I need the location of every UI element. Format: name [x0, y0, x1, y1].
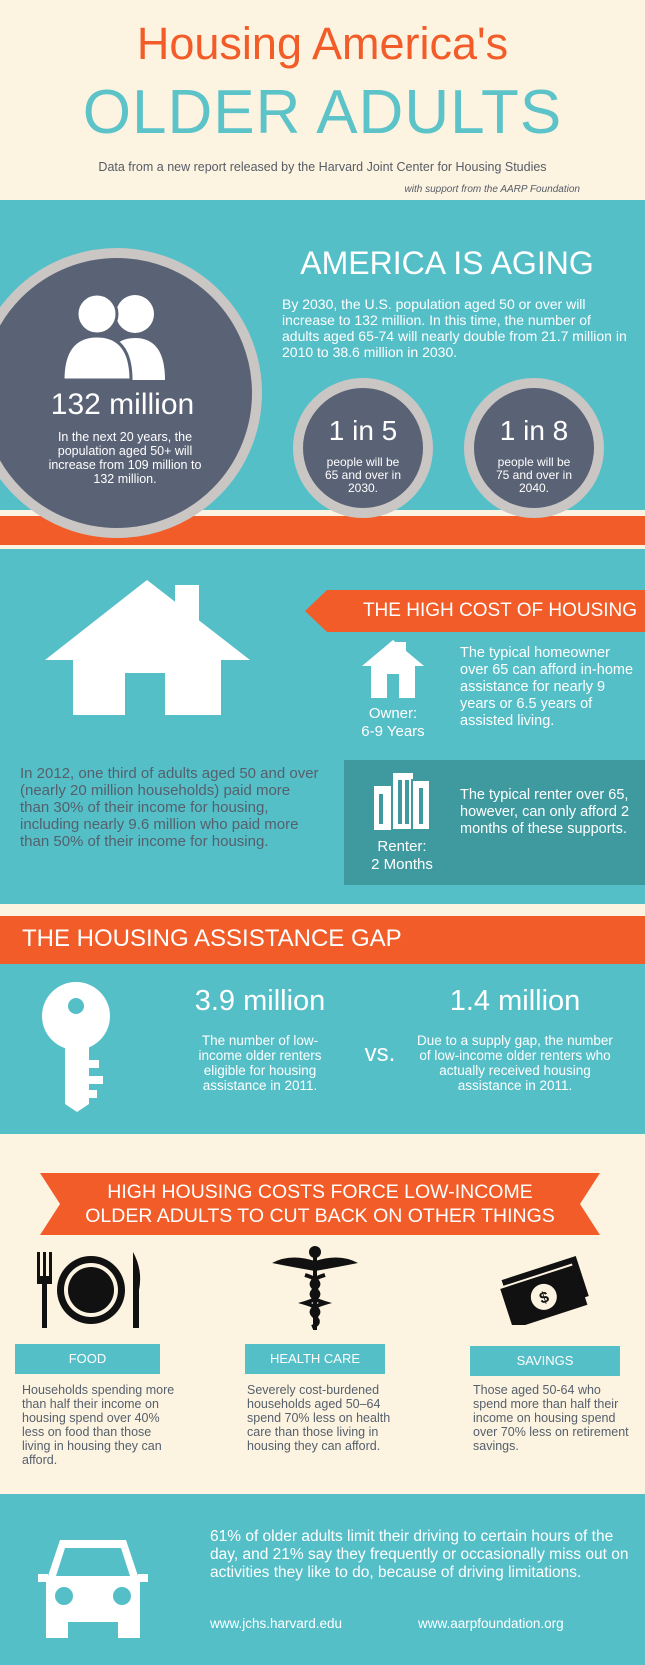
plate-icon [35, 1250, 145, 1330]
title-line-1: Housing America's [136, 18, 509, 69]
gap-heading: THE HOUSING ASSISTANCE GAP [22, 925, 402, 952]
title-line-2: OLDER ADULTS [82, 78, 563, 147]
savings-text: Those aged 50-64 who spend more than half their income on housing spend over 70% less on retirement savings. [473, 1383, 629, 1453]
cutback-heading-2: OLDER ADULTS TO CUT BACK ON OTHER THINGS [85, 1205, 555, 1227]
money-icon [492, 1250, 592, 1325]
renter-text: The typical renter over 65, however, can only afford 2 months of these supports. [460, 787, 630, 837]
aarp-link[interactable]: www.aarpfoundation.org [418, 1616, 564, 1631]
stat-circle-2 [464, 378, 604, 518]
car-icon [38, 1530, 148, 1640]
building-icon [372, 770, 432, 830]
jchs-link[interactable]: www.jchs.harvard.edu [210, 1616, 343, 1631]
house-icon [45, 575, 250, 715]
owner-label: Owner: [368, 705, 418, 722]
health-tag: HEALTH CARE [245, 1344, 385, 1374]
svg-text:$: $ [537, 1288, 552, 1308]
gap-stat-1-caption: The number of low-income older renters eligible for housing assistance in 2011. [198, 1033, 322, 1093]
stat-1-caption: people will be 65 and over in 2030. [324, 455, 402, 495]
stat-2-value: 1 in 8 [499, 415, 569, 446]
subtitle: Data from a new report released by the Harvard Joint Center for Housing Studies [98, 160, 547, 174]
people-icon [55, 290, 175, 380]
key-icon [40, 982, 112, 1112]
support-note: with support from the AARP Foundation [404, 184, 580, 195]
cost-body: In 2012, one third of adults aged 50 and over (nearly 20 million households) paid more than 30% of their income for housing, including nearly 9.6 million who paid more than 50% of their income for housing. [20, 765, 319, 850]
vs-label: vs. [364, 1040, 396, 1067]
owner-value: 6-9 Years [361, 723, 425, 740]
food-text: Households spending more than half their income on housing spend over 40% less on food than those living in housing they can afford. [22, 1383, 175, 1467]
renter-value: 2 Months [371, 856, 433, 873]
small-house-icon [362, 640, 424, 698]
big-stat-caption: In the next 20 years, the population aged 50+ will increase from 109 million to 132 million. [48, 430, 202, 486]
gap-stat-2-caption: Due to a supply gap, the number of low-income older renters who actually received housing assistance in 2011. [417, 1033, 613, 1093]
stat-circle-1 [293, 378, 433, 518]
driving-text: 61% of older adults limit their driving to certain hours of the day, and 21% say they frequently or occasionally miss out on activities they like to do, because of driving limitations. [210, 1528, 629, 1581]
food-tag: FOOD [15, 1344, 160, 1374]
health-text: Severely cost-burdened households aged 50–64 spend 70% less on health care than those living in housing they can afford. [247, 1383, 391, 1453]
cost-heading: THE HIGH COST OF HOUSING [362, 600, 638, 621]
aging-heading: AMERICA IS AGING [300, 245, 594, 281]
caduceus-icon [270, 1245, 360, 1330]
gap-stat-2-value: 1.4 million [449, 985, 581, 1017]
gap-stat-1-value: 3.9 million [194, 985, 326, 1017]
savings-tag: SAVINGS [470, 1346, 620, 1376]
cutback-heading-1: HIGH HOUSING COSTS FORCE LOW-INCOME [107, 1181, 533, 1203]
divider [0, 545, 645, 549]
stat-2-caption: people will be 75 and over in 2040. [495, 455, 573, 495]
aging-body: By 2030, the U.S. population aged 50 or over will increase to 132 million. In this time, the number of adults aged 65-74 will nearly double from 21.7 million in 2010 to 38.6 million in 2030. [282, 296, 627, 360]
owner-text: The typical homeowner over 65 can afford in-home assistance for nearly 9 years or 6.5 years of assisted living. [460, 645, 634, 729]
divider [0, 904, 645, 916]
big-stat-value: 132 million [50, 388, 195, 421]
renter-label: Renter: [377, 838, 427, 855]
stat-1-value: 1 in 5 [328, 415, 398, 446]
